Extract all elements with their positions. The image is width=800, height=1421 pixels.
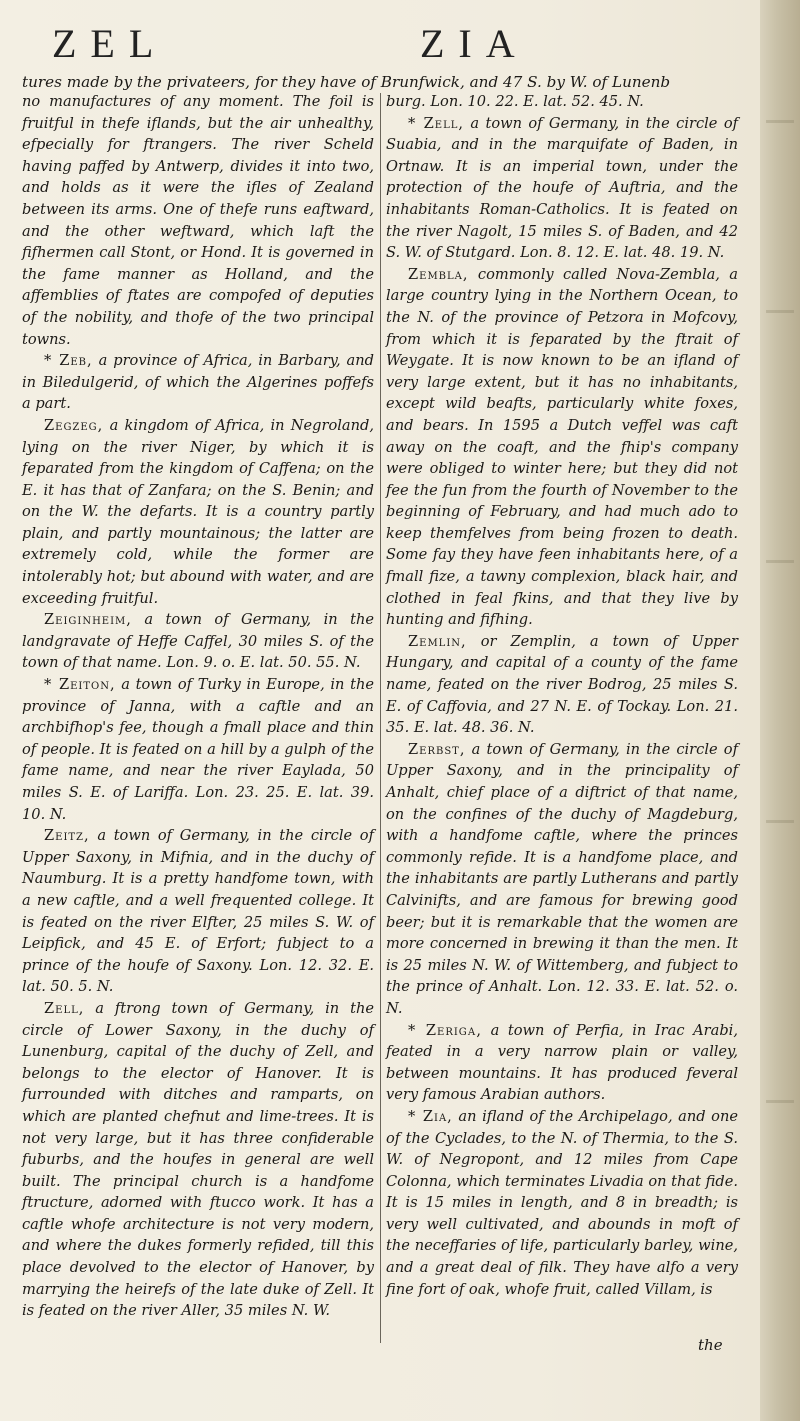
- catchword: the: [698, 1336, 723, 1354]
- entry: Zerbst, a town of Germany, in the circle of Upper Saxony, and in the principality of Anhalt, chief place of a diftrict of that name, on the confines of the duchy of Magdeburg, with a handfome caftle, where the princes commonly refide. It is a handfome place, and the inhabitants are partly Lutherans and partly Calvinifts, and are famous for brewing good beer; but it is remarkable that the women are more concerned in brewing it than the men. It is 25 miles N. W. of Wittemberg, and fubject to the prince of Anhalt. Lon. 12. 33. E. lat. 52. o. N.: [386, 740, 738, 1017]
- entry: burg. Lon. 10. 22. E. lat. 52. 45. N.: [386, 93, 644, 110]
- header-right-letters: ZIA: [420, 21, 529, 66]
- entry: Zeiginheim, a town of Germany, in the landgravate of Heffe Caffel, 30 miles S. of the town of that name. Lon. 9. o. E. lat. 50. 55. N.: [22, 611, 374, 672]
- column-divider: [380, 93, 381, 1343]
- entry: Zell, a ftrong town of Germany, in the circle of Lower Saxony, in the duchy of Lunenburg, capital of the duchy of Zell, and belongs to the elector of Hanover. It is furrounded with ditches and ramparts, on which are planted chefnut and lime-trees. It is not very large, but it has three confiderable fuburbs, and the houfes in general are well built. The principal church is a handfome ftructure, adorned with ftucco work. It has a caftle whofe architecture is not very modern, and where the dukes formerly refided, till this place devolved to the elector of Hanover, by marrying the heirefs of the late duke of Zell. It is feated on the river Aller, 35 miles N. W.: [22, 999, 375, 1320]
- entry: no manufactures of any moment. The foil is fruitful in thefe iflands, but the air unhealthy, efpecially for ftrangers. The river Scheld having paffed by Antwerp, divides it into two, and holds as it were the ifles of Zealand between its arms. One of thefe runs eaftward, and the other weftward, which laft the fifhermen call Stont, or Hond. It is governed in the fame manner as Holland, and the affemblies of ftates are compofed of deputies of the nobility, and thofe of the two principal towns.: [22, 93, 374, 348]
- first-line: tures made by the privateers, for they have of Brunfwick, and 47 S. by W. of Lunenb: [22, 73, 671, 91]
- entry: Zemlin, or Zemplin, a town of Upper Hungary, and capital of a county of the fame name, feated on the river Bodrog, 25 miles S. E. of Caffovia, and 27 N. E. of Tockay. Lon. 21. 35. E. lat. 48. 36. N.: [386, 632, 739, 737]
- page-edge: [760, 0, 800, 1421]
- entry: * Zell, a town of Germany, in the circle of Suabia, and in the marquifate of Baden, in Ortnaw. It is an imperial town, under the protection of the houfe of Auftria, and the inhabitants Roman-Catholics. It is feated on the river Nagolt, 15 miles S. of Baden, and 42 S. W. of Stutgard. Lon. 8. 12. E. lat. 48. 19. N.: [386, 114, 739, 262]
- header-left-letters: ZEL: [52, 21, 168, 66]
- right-column: [386, 91, 738, 1300]
- entry: * Zeb, a province of Africa, in Barbary, and in Biledulgerid, of which the Algerines poffefs a part.: [22, 352, 374, 413]
- entry: Zeitz, a town of Germany, in the circle of Upper Saxony, in Mifnia, and in the duchy of Naumburg. It is a pretty handfome town, with a new caftle, and a well frequented college. It is feated on the river Elfter, 25 miles S. W. of Leipfick, and 45 E. of Erfort; fubject to a prince of the houfe of Saxony. Lon. 12. 32. E. lat. 50. 5. N.: [22, 827, 374, 996]
- entry: * Zia, an ifland of the Archipelago, and one of the Cyclades, to the N. of Thermia, to the S. W. of Negropont, and 12 miles from Cape Colonna, which terminates Livadia on that fide. It is 15 miles in length, and 8 in breadth; is very well cultivated, and abounds in moft of the neceffaries of life, particularly barley, wine, and a great deal of filk. They have alfo a very fine fort of oak, whofe fruit, called Villam, is: [386, 1107, 739, 1298]
- entry: Zembla, commonly called Nova-Zembla, a large country lying in the Northern Ocean, to the N. of the province of Petzora in Mofcovy, from which it is feparated by the ftrait of Weygate. It is now known to be an ifland of very large extent, but it has no inhabitants, except wild beafts, particularly white foxes, and bears. In 1595 a Dutch veffel was caft away on the coaft, and the fhip's company were obliged to winter here; but they did not fee the fun from the fourth of November to the beginning of February, and had much ado to keep themfelves from being frozen to death. Some fay they have feen inhabitants here, of a fmall fize, a tawny complexion, black hair, and clothed in feal fkins, and that they live by hunting and fifhing.: [386, 265, 739, 629]
- running-header: [0, 20, 760, 70]
- left-column: [22, 91, 374, 1322]
- entry: Zegzeg, a kingdom of Africa, in Negroland, lying on the river Niger, by which it is feparated from the kingdom of Caffena; on the E. it has that of Zanfara; on the S. Benin; and on the W. the defarts. It is a country partly plain, and partly mountainous; the latter are extremely cold, while the former are intolerably hot; but abound with water, and are exceeding fruitful.: [22, 416, 375, 607]
- entry: * Zeiton, a town of Turky in Europe, in the province of Janna, with a caftle and an archbifhop's fee, though a fmall place and thin of people. It is feated on a hill by a gulph of the fame name, and near the river Eaylada, 50 miles S. E. of Lariffa. Lon. 23. 25. E. lat. 39. 10. N.: [22, 676, 374, 823]
- entry: * Zerigа, a town of Perfia, in Irac Arabi, feated in a very narrow plain or valley, between mountains. It has produced feveral very famous Arabian authors.: [386, 1021, 738, 1104]
